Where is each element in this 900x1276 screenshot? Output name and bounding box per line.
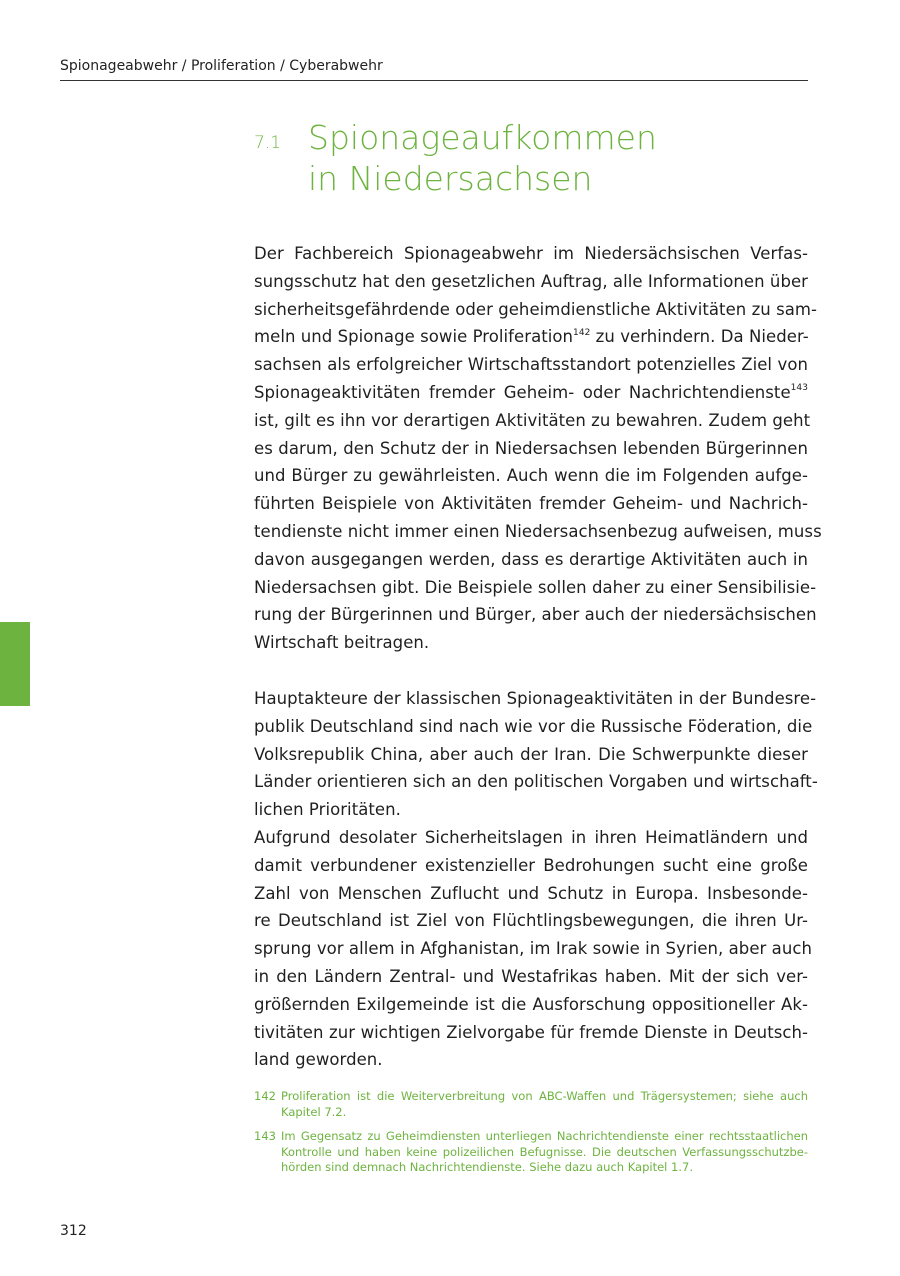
text-line: Aufgrund desolater Sicherheitslagen in ihren Heimatländern und xyxy=(254,828,808,847)
text-line: sprung vor allem in Afghanistan, im Irak sowie in Syrien, aber auch xyxy=(254,939,812,959)
text-line: rung der Bürgerinnen und Bürger, aber auch der niedersächsischen xyxy=(254,605,817,625)
text-line: in den Ländern Zentral- und Westafrikas haben. Mit der sich ver- xyxy=(254,966,808,986)
footnote-number: 142 xyxy=(254,1089,276,1103)
text-line: davon ausgegangen werden, dass es derartige Aktivitäten auch in xyxy=(254,549,808,569)
footnote-item xyxy=(254,1129,808,1176)
header-rule xyxy=(60,80,808,81)
text-line: Wirtschaft beitragen. xyxy=(254,633,430,653)
footnote-text-line: Proliferation ist die Weiterverbreitung von ABC-Waffen und Trägersystemen; siehe auch xyxy=(281,1089,808,1103)
text-line: sungsschutz hat den gesetzlichen Auftrag, alle Informationen über xyxy=(254,271,808,291)
text-line: meln und Spionage sowie Proliferation$^{142}$ zu verhindern. Da Nieder- xyxy=(254,327,809,347)
section-title-line: in Niedersachsen xyxy=(308,159,593,198)
section-title xyxy=(308,117,808,199)
text-line: land geworden. xyxy=(254,1050,383,1070)
text-line: führten Beispiele von Aktivitäten fremder Geheim- und Nachrich- xyxy=(254,494,808,514)
text-line: und Bürger zu gewährleisten. Auch wenn die im Folgenden aufge- xyxy=(254,466,808,486)
footnote-reference: 143 xyxy=(790,383,808,394)
section-title-line: Spionageaufkommen xyxy=(308,118,657,157)
footnote-text-line: Im Gegensatz zu Geheimdiensten unterliegen Nachrichtendienste einer rechtsstaatlichen xyxy=(281,1129,808,1143)
text-line: Niedersachsen gibt. Die Beispiele sollen daher zu einer Sensibilisie- xyxy=(254,577,817,597)
footnote-item xyxy=(254,1089,808,1120)
text-line: sachsen als erfolgreicher Wirtschaftsstandort potenzielles Ziel von xyxy=(254,355,808,375)
paragraph-1 xyxy=(254,240,822,657)
text-line: Spionageaktivitäten fremder Geheim- oder Nachrichtendienste$^{143}$ xyxy=(254,382,808,402)
footnote-text-line: hörden sind demnach Nachrichtendienste. Siehe dazu auch Kapitel 1.7. xyxy=(281,1160,693,1174)
section-number: 7.1 xyxy=(254,133,282,153)
text-line: tendienste nicht immer einen Niedersachsenbezug aufweisen, muss xyxy=(254,521,822,541)
text-line: re Deutschland ist Ziel von Flüchtlingsbewegungen, die ihren Ur- xyxy=(254,911,808,931)
running-head: Spionageabwehr / Proliferation / Cyberabwehr xyxy=(60,58,383,74)
text-line: tivitäten zur wichtigen Zielvorgabe für fremde Dienste in Deutsch- xyxy=(254,1022,808,1042)
footnotes xyxy=(254,1089,808,1185)
text-line: Volksrepublik China, aber auch der Iran. Die Schwerpunkte dieser xyxy=(254,744,808,764)
text-line: Hauptakteure der klassischen Spionageaktivitäten in der Bundesre- xyxy=(254,689,817,708)
text-line: publik Deutschland sind nach wie vor die Russische Föderation, die xyxy=(254,716,813,736)
text-line: Länder orientieren sich an den politischen Vorgaben und wirtschaft- xyxy=(254,772,818,792)
text-line: ist, gilt es ihn vor derartigen Aktivitäten zu bewahren. Zudem geht xyxy=(254,410,811,430)
text-line: es darum, den Schutz der in Niedersachsen lebenden Bürgerinnen xyxy=(254,438,808,458)
footnote-text-line: Kontrolle und haben keine polizeilichen Befugnisse. Die deutschen Verfassungsschutzbe- xyxy=(281,1144,808,1159)
footnote-text-line: Kapitel 7.2. xyxy=(281,1104,347,1119)
paragraph-2 xyxy=(254,685,818,824)
chapter-tab-marker xyxy=(0,622,30,706)
paragraph-3 xyxy=(254,824,812,1074)
text-line: größernden Exilgemeinde ist die Ausforschung oppositioneller Ak- xyxy=(254,994,808,1014)
text-line: damit verbundener existenzieller Bedrohungen sucht eine große xyxy=(254,855,808,875)
footnote-number: 143 xyxy=(254,1129,276,1143)
text-line: Der Fachbereich Spionageabwehr im Niedersächsischen Verfas- xyxy=(254,244,808,263)
footnote-reference: 142 xyxy=(573,327,591,338)
text-line: Zahl von Menschen Zuflucht und Schutz in Europa. Insbesonde- xyxy=(254,883,808,903)
text-line: sicherheitsgefährdende oder geheimdienstliche Aktivitäten zu sam- xyxy=(254,299,818,319)
page-number: 312 xyxy=(60,1223,87,1239)
text-line: lichen Prioritäten. xyxy=(254,800,401,820)
